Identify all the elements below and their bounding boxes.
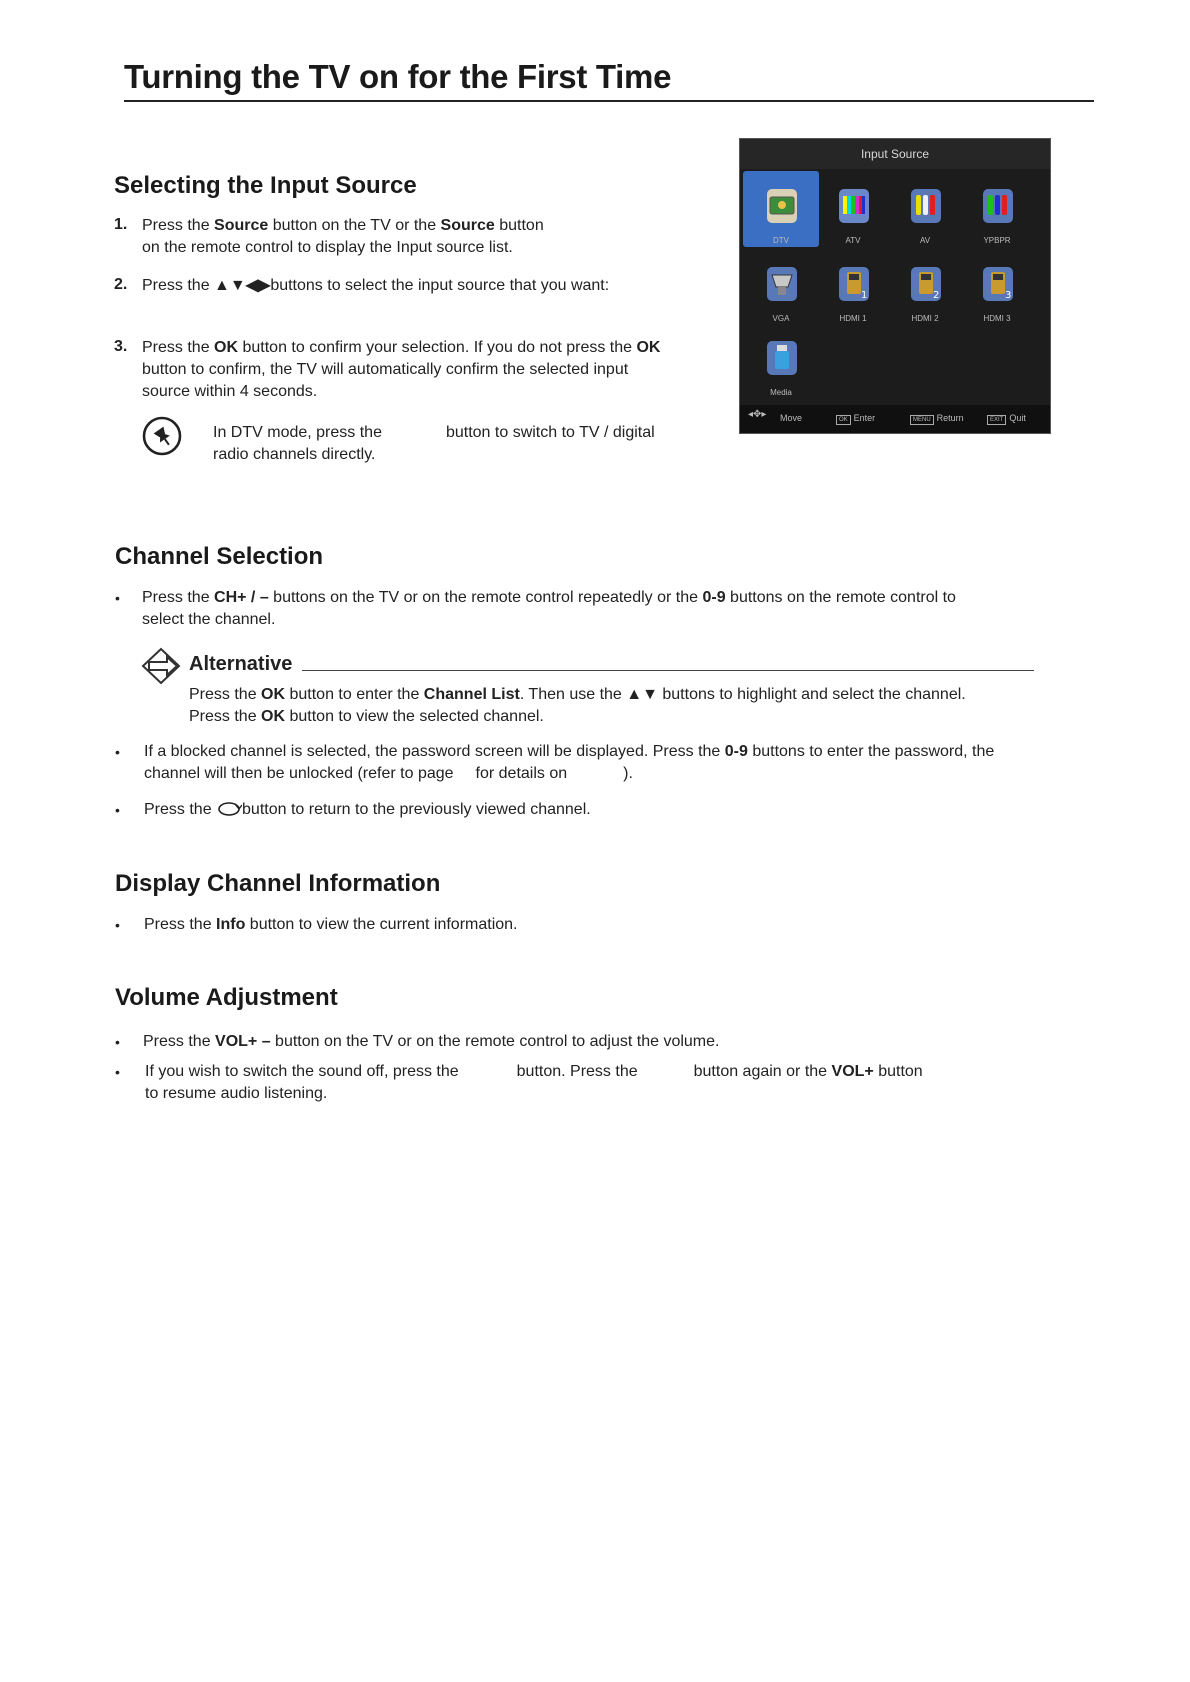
source-tile-vga[interactable]	[743, 249, 819, 325]
bullet-icon: •	[115, 917, 120, 933]
color-bars-icon	[839, 189, 869, 223]
footer-move-label: Move	[780, 413, 803, 423]
step-number: 1.	[114, 216, 128, 233]
channel-bullet-2: If a blocked channel is selected, the password screen will be displayed. Press the 0-9 buttons to enter the password, the channel will then be unlocked (refer to page for details on ).	[144, 743, 995, 782]
rca-plugs-icon	[911, 189, 941, 223]
usb-stick-icon	[767, 341, 797, 375]
source-tile-hdmi2[interactable]	[887, 249, 963, 325]
source-tile-hdmi1[interactable]	[815, 249, 891, 325]
note-text: In DTV mode, press the button to switch to TV / digital radio channels directly.	[213, 424, 655, 463]
step-2-text: Press the ▲▼◀▶buttons to select the input source that you want:	[142, 277, 610, 294]
bullet-icon: •	[115, 802, 120, 818]
svg-text:3: 3	[1005, 290, 1012, 301]
footer-quit: EXIT Quit	[987, 413, 1026, 425]
bullet-icon: •	[115, 590, 120, 606]
bullet-icon: •	[115, 1064, 120, 1080]
source-label: DTV	[773, 236, 789, 245]
hdmi-connector-icon	[983, 267, 1013, 301]
input-source-panel-footer	[740, 405, 1050, 433]
source-label: ATV	[845, 236, 861, 245]
arrow-keys-icon: ▲▼◀▶	[214, 277, 271, 294]
section-heading-channel-selection: Channel Selection	[115, 543, 324, 570]
recall-icon	[216, 801, 242, 817]
section-heading-input-source: Selecting the Input Source	[114, 172, 417, 199]
channel-bullet-3: Press the button to return to the previously viewed channel.	[144, 801, 591, 818]
alternative-title: Alternative	[189, 653, 293, 675]
source-label: HDMI 2	[911, 314, 939, 323]
input-source-panel	[739, 138, 1051, 434]
bullet-icon: •	[115, 1034, 120, 1050]
section-heading-display-info: Display Channel Information	[115, 870, 441, 897]
source-tile-dtv[interactable]	[743, 171, 819, 247]
component-plugs-icon	[983, 189, 1013, 223]
alternative-rule	[302, 670, 1034, 671]
step-3-text: Press the OK button to confirm your selection. If you do not press the OK button to confirm, the TV will automatically confirm the selected input source within 4 seconds.	[142, 339, 661, 400]
source-tile-atv[interactable]	[815, 171, 891, 247]
hdmi-connector-icon	[911, 267, 941, 301]
step-number: 2.	[114, 276, 128, 293]
vga-connector-icon	[767, 267, 797, 301]
section-heading-volume: Volume Adjustment	[115, 984, 338, 1011]
source-label: AV	[919, 236, 931, 245]
display-info-bullet: Press the Info button to view the current information.	[144, 916, 518, 933]
menu-key-icon: MENU	[910, 415, 934, 425]
volume-bullet-1: Press the VOL+ – button on the TV or on the remote control to adjust the volume.	[143, 1033, 720, 1050]
svg-text:2: 2	[933, 290, 940, 301]
source-label: VGA	[772, 314, 790, 323]
bullet-icon: •	[115, 744, 120, 760]
footer-enter: OK Enter	[836, 413, 875, 425]
source-label: YPBPR	[983, 236, 1011, 245]
source-tile-media[interactable]	[743, 323, 819, 399]
source-label: Media	[770, 388, 792, 397]
channel-bullet-1: Press the CH+ / – buttons on the TV or on the remote control repeatedly or the 0-9 buttons on the remote control to select the channel.	[142, 589, 956, 628]
input-source-panel-title: Input Source	[740, 139, 1050, 169]
alternative-arrow-icon	[141, 646, 183, 686]
source-label: HDMI 1	[839, 314, 867, 323]
svg-text:1: 1	[861, 290, 868, 301]
step-number: 3.	[114, 338, 128, 355]
volume-bullet-2: If you wish to switch the sound off, press the button. Press the button again or the VOL+ button to resume audio listening.	[145, 1063, 923, 1102]
alternative-text: Press the OK button to enter the Channel List. Then use the ▲▼ buttons to highlight and select the channel. Press the OK button to view the selected channel.	[189, 686, 966, 725]
step-1-text: Press the Source button on the TV or the Source button on the remote control to display the Input source list.	[142, 217, 544, 256]
title-rule	[124, 100, 1094, 102]
source-tile-hdmi3[interactable]	[959, 249, 1035, 325]
hdmi-connector-icon	[839, 267, 869, 301]
up-down-arrows-icon: ▲▼	[626, 686, 658, 703]
source-tile-ypbpr[interactable]	[959, 171, 1035, 247]
source-label: HDMI 3	[983, 314, 1011, 323]
ok-key-icon: OK	[836, 415, 851, 425]
tv-icon	[767, 189, 797, 223]
source-tile-av[interactable]	[887, 171, 963, 247]
footer-return: MENU Return	[910, 413, 964, 425]
navigation-arrows-icon: ◂✥▸	[748, 409, 767, 420]
page-title: Turning the TV on for the First Time	[124, 58, 672, 95]
note-pin-icon	[142, 416, 182, 456]
exit-key-icon: EXIT	[987, 415, 1006, 425]
